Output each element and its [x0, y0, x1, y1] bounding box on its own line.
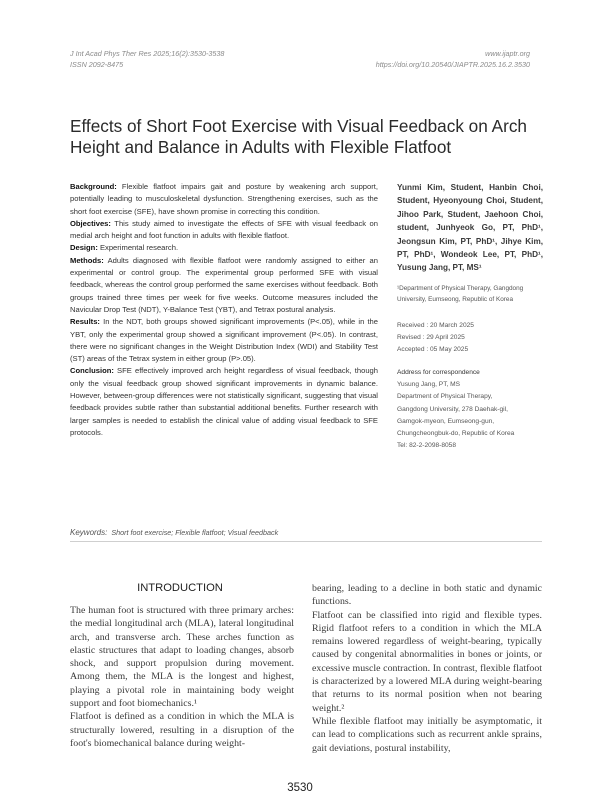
section-divider	[70, 541, 542, 542]
abstract-conclusion	[70, 365, 378, 439]
keywords	[70, 528, 278, 537]
keywords-text: Short foot exercise; Flexible flatfoot; Visual feedback	[111, 528, 279, 537]
abstract-results	[70, 316, 378, 365]
affiliation: ¹Department of Physical Therapy, Gangdong University, Eumseong, Republic of Korea	[397, 285, 524, 304]
correspondence-dept: Department of Physical Therapy,	[397, 393, 493, 401]
intro-paragraph-continued: bearing, leading to a decline in both static and dynamic functions.	[312, 583, 542, 608]
intro-paragraph-4: While flexible flatfoot may initially be asymptomatic, it can lead to complications such as recurrent ankle sprains, gait deviations, postural instability,	[312, 715, 542, 754]
abstract-design	[70, 242, 378, 254]
body-column-left	[70, 604, 294, 750]
running-header-left	[70, 48, 224, 70]
abstract-background	[70, 181, 378, 218]
abstract-design-label: Design:	[70, 243, 98, 253]
intro-paragraph-2: Flatfoot is defined as a condition in which the MLA is structurally lowered, resulting in a disruption of the foot's biomechanical balance during weight-	[70, 711, 294, 749]
correspondence-address-1: Gangdong University, 278 Daehak-gil,	[397, 405, 508, 413]
author-list: Yunmi Kim, Student, Hanbin Choi, Student, Hyeonyoung Choi, Student, Jihoo Park, Student, Jaehoon Choi, student, Junhyeok Go, PT, PhD¹, Jeongsun Kim, PT, PhD¹, Jihye Kim, PT, PhD¹, Wondeok Lee, PT, PhD¹, Yusung Jang, PT, MS¹	[397, 183, 543, 273]
abstract-conclusion-text: SFE effectively improved arch height regardless of visual feedback, though only the visual feedback group showed significant improvements in dynamic balance. However, between-group differences were not statistically significant, suggesting that visual feedback provides subtle rather than substantial additional benefits. Further research with larger samples is needed to establish the clinical value of adding visual feedback to SFE protocols.	[70, 366, 378, 437]
abstract-methods	[70, 255, 378, 316]
issn: ISSN 2092-8475	[70, 60, 124, 69]
abstract-objectives	[70, 218, 378, 243]
abstract-methods-text: Adults diagnosed with flexible flatfoot were randomly assigned to either an experimental or control group. The experimental group performed SFE with visual feedback, whereas the control group performed the same exercises without feedback. Both groups trained three times per week for five weeks. Outcome measures included the Navicular Drop Test (NDT), Y-Balance Test (YBT), and Tetrax postural analysis.	[70, 255, 378, 314]
abstract-results-label: Results:	[70, 317, 100, 327]
journal-website-link[interactable]: www.ijaptr.org	[485, 49, 530, 58]
running-header-right	[376, 48, 530, 70]
doi-link[interactable]: https://doi.org/10.20540/JIAPTR.2025.16.2.3530	[375, 60, 530, 69]
abstract-background-label: Background:	[70, 182, 117, 191]
correspondence-address-2: Gamgok-myeon, Eumseong-gun,	[397, 417, 495, 425]
abstract-objectives-text: This study aimed to investigate the effects of SFE with visual feedback on medial arch height and foot function in adults with flexible flatfoot.	[70, 218, 378, 241]
revised-date: Revised : 29 April 2025	[397, 334, 465, 342]
article-dates	[397, 320, 543, 357]
correspondence-title: Address for correspondence	[397, 369, 480, 376]
abstract-objectives-label: Objectives:	[70, 218, 111, 228]
abstract-design-text: Experimental research.	[97, 243, 179, 253]
section-heading-introduction: INTRODUCTION	[137, 582, 223, 594]
keywords-label: Keywords:	[70, 528, 108, 537]
correspondence-address-3: Chungcheongbuk-do, Republic of Korea	[397, 430, 515, 438]
correspondence	[397, 367, 547, 452]
journal-citation: J Int Acad Phys Ther Res 2025;16(2):3530-3538	[70, 49, 225, 58]
correspondence-name: Yusung Jang, PT, MS	[397, 381, 461, 389]
correspondence-tel: Tel: 82-2-2098-8058	[397, 442, 457, 450]
accepted-date: Accepted : 05 May 2025	[397, 346, 469, 354]
intro-paragraph-1: The human foot is structured with three primary arches: the medial longitudinal arch (MLA), lateral longitudinal arch, and transverse arch. These arches function as elastic structures that adapt to loading changes, absorb shock, and support propulsion during movement. Among them, the MLA is the longest and highest, playing a pivotal role in maintaining body weight support and foot biomechanics.¹	[70, 605, 294, 710]
abstract-methods-label: Methods:	[70, 255, 104, 265]
article-title: Effects of Short Foot Exercise with Visual Feedback on Arch Height and Balance in Adults with Flexible Flatfoot	[70, 116, 527, 157]
body-column-right	[312, 582, 542, 755]
abstract-conclusion-label: Conclusion:	[70, 366, 114, 376]
page-number: 3530	[287, 782, 313, 794]
received-date: Received : 20 March 2025	[397, 322, 474, 329]
abstract-background-text: Flexible flatfoot impairs gait and posture by weakening arch support, potentially leading to musculoskeletal dysfunction. Strengthening exercises, such as the short foot exercise (SFE), have shown promise in correcting this condition.	[70, 182, 378, 216]
intro-paragraph-3: Flatfoot can be classified into rigid and flexible types. Rigid flatfoot refers to a condition in which the MLA remains lowered regardless of weight-bearing, typically caused by congenital abnormalities in bones or joints, or excessive muscle contraction. In contrast, flexible flatfoot is characterized by a lowered MLA during weight-bearing that returns to its normal position when not bearing weight.²	[312, 609, 542, 714]
abstract	[70, 181, 378, 439]
abstract-results-text: In the NDT, both groups showed significant improvements (P<.05), while in the YBT, only the experimental group showed a significant improvement (P<.05). In contrast, there were no significant changes in the Weight Distribution Index (WDI) and Stability Test (ST) areas of the Tetrax system in either group (P>.05).	[70, 317, 378, 364]
